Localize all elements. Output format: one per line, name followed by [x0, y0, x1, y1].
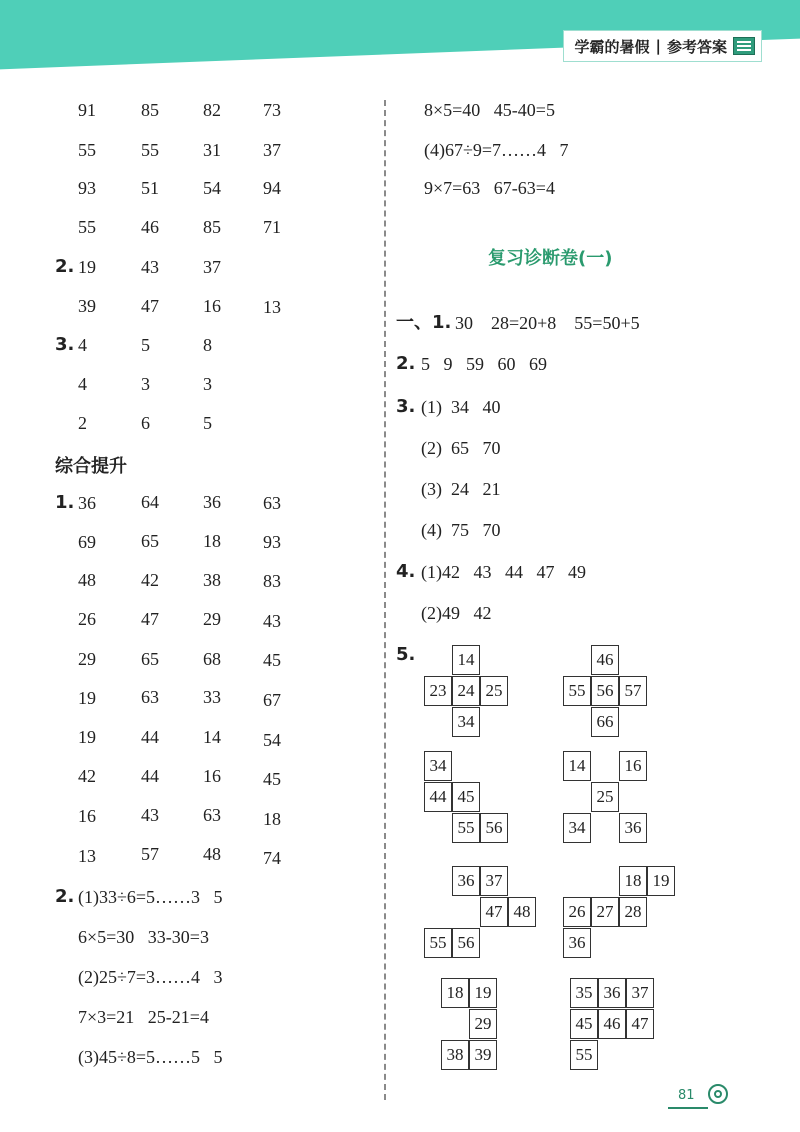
answer-value: 6 — [141, 413, 150, 433]
net-cell: 28 — [619, 897, 647, 927]
answer-value: 16 — [78, 806, 96, 826]
answer-value: 19 — [78, 688, 96, 708]
net-cell: 47 — [626, 1009, 654, 1039]
net-cell: 25 — [480, 676, 508, 706]
net-cell: 55 — [424, 928, 452, 958]
net-cell: 35 — [570, 978, 598, 1008]
net-cell: 56 — [480, 813, 508, 843]
net-cell: 55 — [570, 1040, 598, 1070]
answer-value: 37 — [203, 257, 221, 277]
answer-value: 36 — [203, 492, 221, 512]
answer-value: 19 — [78, 257, 96, 277]
net-cell: 16 — [619, 751, 647, 781]
answer-value: 2 — [78, 413, 87, 433]
net-cell: 36 — [598, 978, 626, 1008]
swirl-icon — [708, 1084, 728, 1104]
net-cell: 34 — [563, 813, 591, 843]
net-cell: 14 — [563, 751, 591, 781]
net-cell: 29 — [469, 1009, 497, 1039]
answer-value: 44 — [141, 766, 159, 786]
answer-value: 54 — [263, 730, 281, 750]
answer-line: (3)45÷8=5……5 5 — [78, 1047, 223, 1067]
net-cell: 14 — [452, 645, 480, 675]
answer-value: 29 — [78, 649, 96, 669]
answer-value: 65 — [141, 531, 159, 551]
net-cell: 19 — [469, 978, 497, 1008]
answer-line: 6×5=30 33-30=3 — [78, 927, 209, 947]
answer-value: 93 — [78, 178, 96, 198]
net-cell: 56 — [591, 676, 619, 706]
net-cell: 27 — [591, 897, 619, 927]
answer-value: 71 — [263, 217, 281, 237]
answer-value: 48 — [78, 570, 96, 590]
answer-value: 47 — [141, 609, 159, 629]
question-number: 3. — [55, 334, 75, 355]
answer-value: 54 — [203, 178, 221, 198]
answer-value: 94 — [263, 178, 281, 198]
answer-value: 42 — [141, 570, 159, 590]
column-divider — [384, 100, 386, 1100]
answer-value: 5 — [203, 413, 212, 433]
net-cell: 37 — [626, 978, 654, 1008]
answer-value: 46 — [141, 217, 159, 237]
answer-value: 63 — [203, 805, 221, 825]
net-cell: 48 — [508, 897, 536, 927]
answer-value: 74 — [263, 848, 281, 868]
answer-value: 43 — [141, 805, 159, 825]
answer-value: 4 — [78, 335, 87, 355]
net-cell: 56 — [452, 928, 480, 958]
answer-line: (4)67÷9=7……4 7 — [424, 140, 569, 160]
answer-value: 33 — [203, 687, 221, 707]
answer-value: 65 — [141, 649, 159, 669]
answer-line: (4) 75 70 — [421, 520, 501, 540]
net-cell: 24 — [452, 676, 480, 706]
answer-line: (1)33÷6=5……3 5 — [78, 887, 223, 907]
net-cell: 45 — [570, 1009, 598, 1039]
answer-value: 55 — [78, 217, 96, 237]
net-cell: 18 — [619, 866, 647, 896]
net-cell: 66 — [591, 707, 619, 737]
answer-value: 18 — [203, 531, 221, 551]
answer-value: 13 — [78, 846, 96, 866]
question-number: 5. — [396, 644, 416, 665]
header-separator: | — [655, 37, 661, 55]
section-title: 参考答案 — [666, 37, 727, 56]
answer-value: 8 — [203, 335, 212, 355]
answer-value: 16 — [203, 766, 221, 786]
page-number: 81 — [678, 1088, 695, 1103]
net-cell: 44 — [424, 782, 452, 812]
answer-value: 43 — [263, 611, 281, 631]
answer-value: 51 — [141, 178, 159, 198]
answer-value: 3 — [141, 374, 150, 394]
answer-line: (2) 65 70 — [421, 438, 501, 458]
answer-value: 85 — [203, 217, 221, 237]
net-cell: 37 — [480, 866, 508, 896]
answer-value: 18 — [263, 809, 281, 829]
section-heading: 综合提升 — [55, 456, 127, 477]
answer-value: 57 — [141, 844, 159, 864]
answer-value: 91 — [78, 100, 96, 120]
net-cell: 34 — [424, 751, 452, 781]
answer-line: (2)49 42 — [421, 603, 492, 623]
answer-value: 69 — [78, 532, 96, 552]
answer-value: 63 — [263, 493, 281, 513]
answer-value: 55 — [78, 140, 96, 160]
answer-value: 37 — [263, 140, 281, 160]
answer-value: 73 — [263, 100, 281, 120]
answer-value: 83 — [263, 571, 281, 591]
answer-line: 5 9 59 60 69 — [421, 354, 547, 374]
answer-value: 85 — [141, 100, 159, 120]
book-icon — [733, 37, 755, 55]
answer-line: 30 28=20+8 55=50+5 — [455, 313, 640, 333]
answer-value: 3 — [203, 374, 212, 394]
answer-value: 36 — [78, 493, 96, 513]
answer-value: 48 — [203, 844, 221, 864]
answer-value: 42 — [78, 766, 96, 786]
answer-value: 47 — [141, 296, 159, 316]
net-cell: 26 — [563, 897, 591, 927]
net-cell: 36 — [452, 866, 480, 896]
question-number: 2. — [55, 256, 75, 277]
answer-line: (1) 34 40 — [421, 397, 501, 417]
page-number-underline — [668, 1107, 708, 1109]
book-title: 学霸的暑假 — [574, 37, 650, 56]
header-tag — [563, 30, 762, 62]
net-cell: 38 — [441, 1040, 469, 1070]
answer-value: 68 — [203, 649, 221, 669]
question-number: 4. — [396, 561, 416, 582]
net-cell: 34 — [452, 707, 480, 737]
net-cell: 19 — [647, 866, 675, 896]
net-cell: 36 — [619, 813, 647, 843]
answer-value: 16 — [203, 296, 221, 316]
answer-value: 26 — [78, 609, 96, 629]
answer-value: 93 — [263, 532, 281, 552]
answer-value: 38 — [203, 570, 221, 590]
net-cell: 47 — [480, 897, 508, 927]
answer-value: 31 — [203, 140, 221, 160]
answer-value: 55 — [141, 140, 159, 160]
answer-line: 8×5=40 45-40=5 — [424, 100, 555, 120]
net-cell: 39 — [469, 1040, 497, 1070]
question-number: 一、1. — [396, 312, 452, 333]
net-cell: 55 — [563, 676, 591, 706]
answer-value: 43 — [141, 257, 159, 277]
answer-value: 13 — [263, 297, 281, 317]
answer-value: 29 — [203, 609, 221, 629]
answer-line: (2)25÷7=3……4 3 — [78, 967, 223, 987]
net-cell: 45 — [452, 782, 480, 812]
answer-value: 45 — [263, 769, 281, 789]
question-number: 3. — [396, 396, 416, 417]
question-number: 1. — [55, 492, 75, 513]
answer-value: 44 — [141, 727, 159, 747]
answer-line: 7×3=21 25-21=4 — [78, 1007, 209, 1027]
answer-value: 64 — [141, 492, 159, 512]
answer-value: 39 — [78, 296, 96, 316]
answer-value: 19 — [78, 727, 96, 747]
answer-value: 67 — [263, 690, 281, 710]
page-header — [0, 0, 800, 88]
net-cell: 25 — [591, 782, 619, 812]
net-cell: 18 — [441, 978, 469, 1008]
answer-line: 9×7=63 67-63=4 — [424, 178, 555, 198]
answer-value: 14 — [203, 727, 221, 747]
answer-line: (3) 24 21 — [421, 479, 501, 499]
net-cell: 46 — [591, 645, 619, 675]
net-cell: 57 — [619, 676, 647, 706]
net-cell: 23 — [424, 676, 452, 706]
answer-value: 5 — [141, 335, 150, 355]
question-number: 2. — [55, 886, 75, 907]
answer-value: 4 — [78, 374, 87, 394]
net-cell: 55 — [452, 813, 480, 843]
exam-title: 复习诊断卷(一) — [488, 248, 613, 269]
net-cell: 46 — [598, 1009, 626, 1039]
answer-value: 45 — [263, 650, 281, 670]
answer-value: 82 — [203, 100, 221, 120]
net-cell: 36 — [563, 928, 591, 958]
question-number: 2. — [396, 353, 416, 374]
answer-value: 63 — [141, 687, 159, 707]
answer-line: (1)42 43 44 47 49 — [421, 562, 586, 582]
